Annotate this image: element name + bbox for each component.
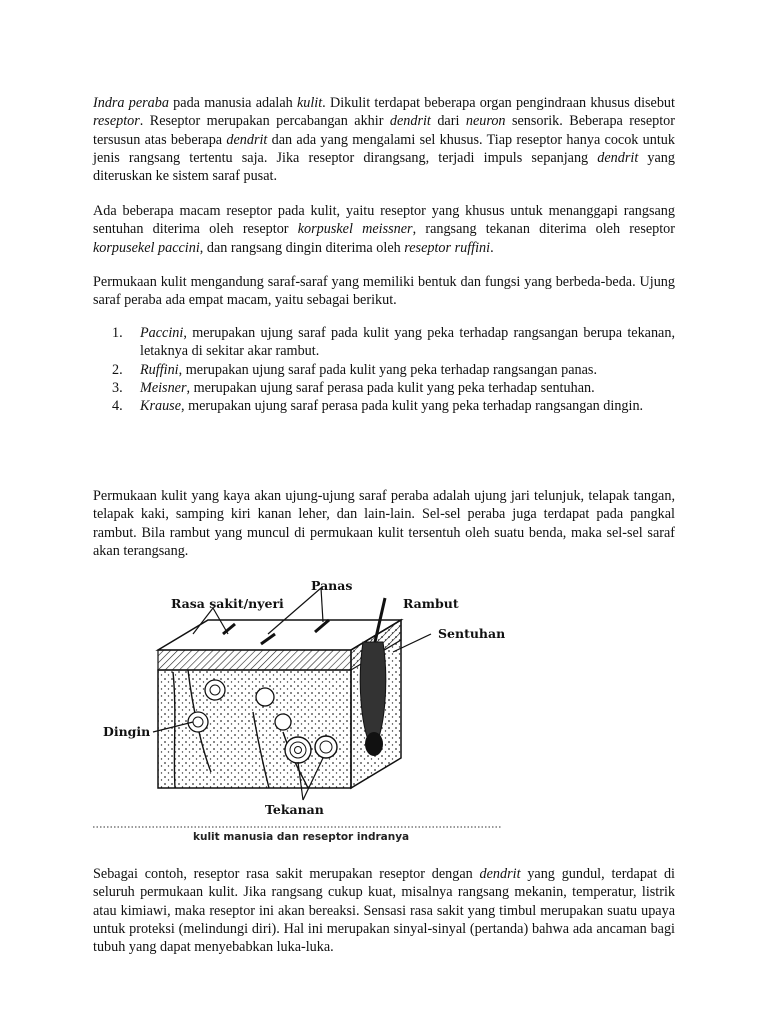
list-number: 3. (112, 379, 123, 396)
text-run: . (490, 239, 494, 256)
text-run: pada manusia adalah (168, 95, 297, 111)
text-run: Sebagai contoh, reseptor rasa sakit merupakan reseptor dengan (93, 866, 480, 882)
italic-term: korpuskel meissner (297, 221, 413, 238)
list-number: 2. (112, 361, 123, 378)
italic-term: dendrit (389, 113, 431, 130)
italic-term: kulit (296, 95, 323, 111)
italic-term: reseptor (93, 113, 140, 130)
text-run: . Reseptor merupakan percabangan akhir (139, 113, 390, 130)
figure-caption: kulit manusia dan reseptor indranya (193, 831, 410, 843)
list-term: Ruffini (140, 361, 179, 378)
label-sentuhan: Sentuhan (438, 626, 506, 641)
skin-receptor-figure (93, 572, 513, 850)
paragraph-nerve-endings: Permukaan kulit mengandung saraf-saraf yang memiliki bentuk dan fungsi yang berbeda-beda. Ujung saraf peraba ada empat macam, yaitu sebagai berikut. (93, 274, 675, 309)
list-item (112, 379, 675, 397)
paragraph-receptor-types (93, 202, 675, 257)
list-term: Paccini (140, 325, 184, 341)
list-description: , merupakan ujung saraf pada kulit yang peka terhadap rangsangan berupa tekanan, letaknya di sekitar akar rambut. (140, 325, 675, 360)
label-panas: Panas (311, 578, 353, 593)
italic-term: dendrit (479, 866, 521, 882)
paragraph-pain-receptor (93, 865, 675, 956)
list-number: 4. (112, 398, 123, 415)
text-run: dan ada yang mengalami sel khusus. Tiap reseptor hanya cocok untuk jenis rangsang tertentu saja. Jika reseptor dirangsang, terjadi impuls sepanjang (93, 131, 675, 166)
label-dingin: Dingin (103, 724, 151, 739)
text-run: . Dikulit terdapat beberapa organ pengindraan khusus disebut (322, 95, 675, 111)
text-run: , rangsang tekanan diterima oleh reseptor (412, 221, 675, 238)
text-run: yang diteruskan ke sistem saraf pusat. (93, 149, 675, 185)
italic-term: reseptor ruffini (404, 239, 491, 256)
text-run: sensorik. Beberapa reseptor tersusun atas beberapa (93, 113, 675, 148)
italic-term: dendrit (226, 131, 268, 148)
text-run: Ada beberapa macam reseptor pada kulit, yaitu reseptor yang khusus untuk menanggapi rangsang sentuhan diterima oleh reseptor (93, 203, 675, 238)
list-item (112, 361, 675, 379)
list-item (112, 397, 675, 415)
label-tekanan: Tekanan (265, 802, 324, 817)
nerve-ending-list (112, 324, 675, 415)
italic-term: dendrit (597, 149, 639, 166)
italic-term: neuron (465, 113, 506, 130)
list-item (112, 324, 675, 361)
text-run: yang gundul, terdapat di seluruh permukaan kulit. Jika rangsang cukup kuat, misalnya rangsang mekanin, temperatur, listrik atau kimiawi, maka reseptor ini akan bereaksi. Sensasi rasa sakit yang timbul merupakan suatu upaya untuk proteksi (melindungi diri). Hal ini merupakan sinyal-sinyal (pertanda) bahwa ada ancaman bagi tubuh yang dapat menyebabkan luka-luka. (93, 866, 675, 956)
list-description: , merupakan ujung saraf pada kulit yang peka terhadap rangsangan panas. (178, 361, 597, 378)
list-term: Krause (140, 398, 181, 415)
label-rambut: Rambut (403, 596, 459, 611)
list-description: , merupakan ujung saraf perasa pada kulit yang peka terhadap rangsangan dingin. (181, 398, 644, 415)
text-run: , dan rangsang dingin diterima oleh (199, 239, 405, 256)
italic-term: Indra peraba (93, 95, 169, 111)
list-number: 1. (112, 325, 123, 341)
paragraph-intro (93, 94, 675, 185)
italic-term: korpusekel paccini (93, 239, 200, 256)
text-run: dari (430, 113, 466, 130)
list-term: Meisner (140, 379, 187, 396)
paragraph-sensitive-areas: Permukaan kulit yang kaya akan ujung-ujung saraf peraba adalah ujung jari telunjuk, telapak tangan, telapak kaki, samping kiri kanan leher, dan lain-lain. Sel-sel peraba juga terdapat pada pangkal rambut. Bila rambut yang muncul di permukaan kulit tersentuh oleh suatu benda, maka sel-sel saraf akan terangsang. (93, 488, 675, 559)
list-description: , merupakan ujung saraf perasa pada kulit yang peka terhadap sentuhan. (186, 379, 595, 396)
label-rasa-sakit: Rasa sakit/nyeri (171, 596, 284, 611)
